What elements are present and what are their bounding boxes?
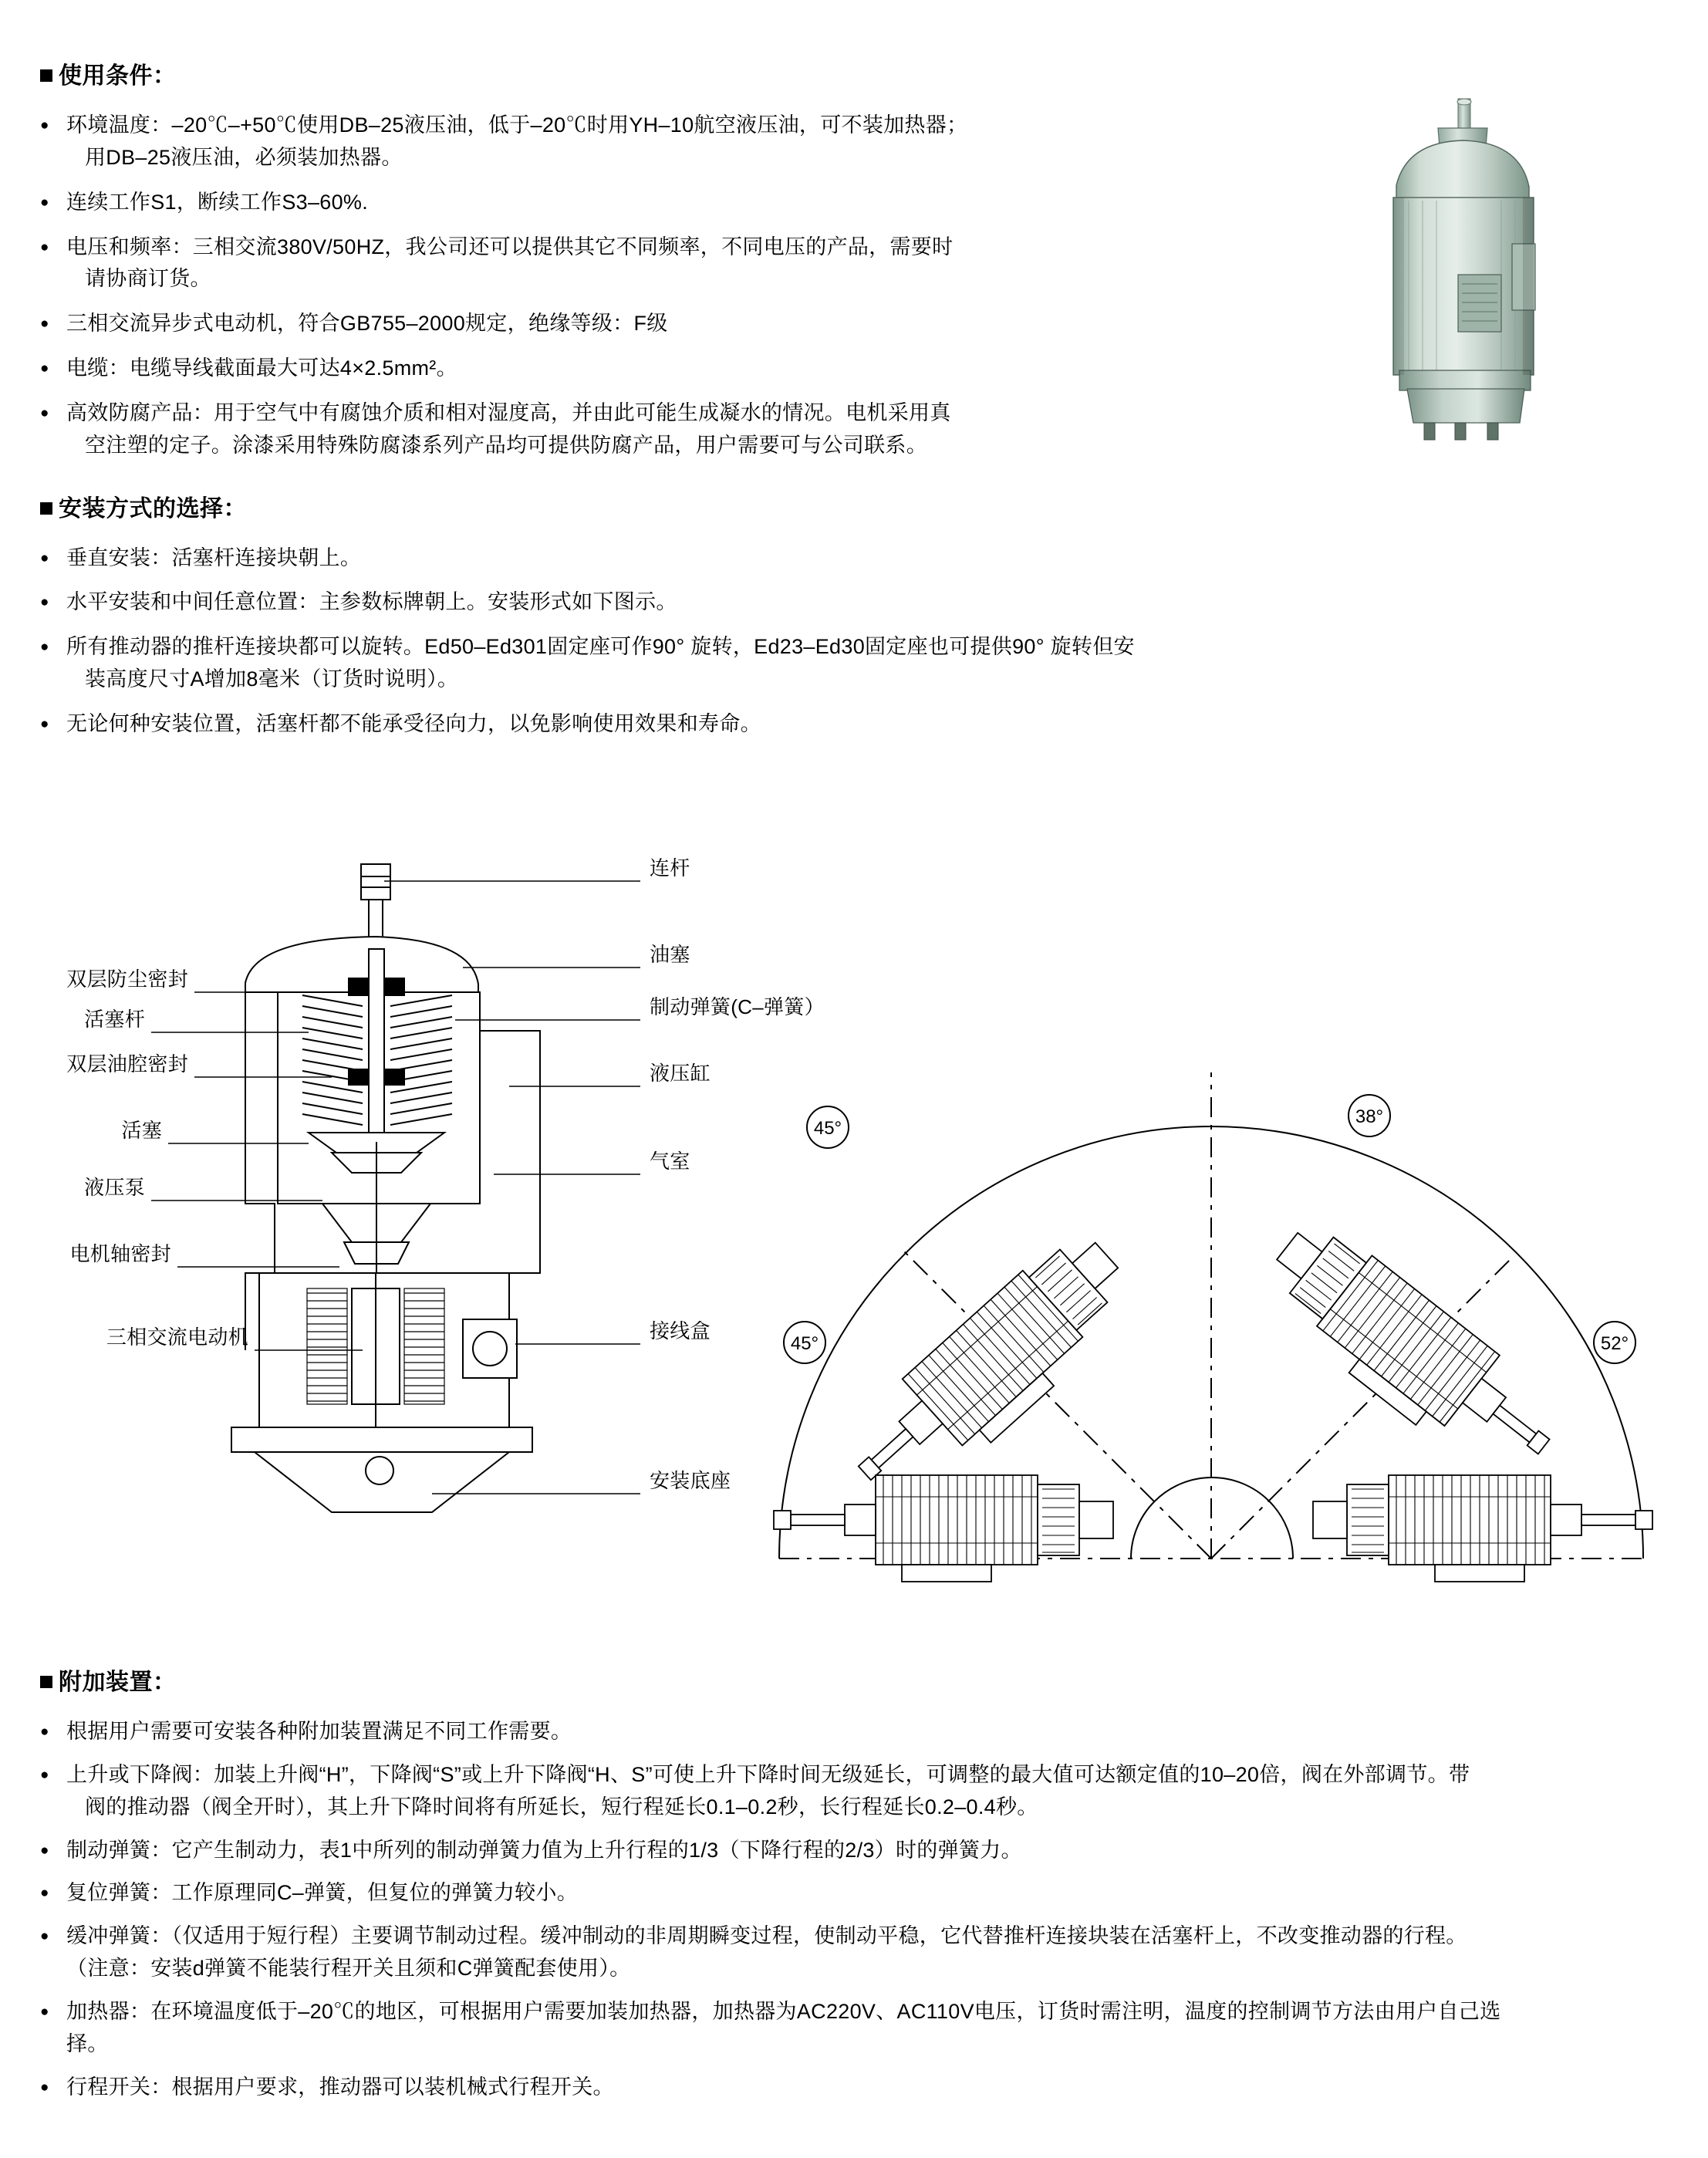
diagram-left-label: 活塞杆 [84,1008,145,1031]
usage-item: ● 环境温度：–20℃–+50℃使用DB–25液压油，低于–20℃时用YH–10航空液压油，可不装加热器； 用DB–25液压油，必须装加热器。 [40,110,1244,174]
extra-item: ● 复位弹簧：工作原理同C–弹簧，但复位的弹簧力较小。 [40,1877,1676,1910]
actuator-unit-lower-right [1313,1475,1652,1582]
install-item: ● 水平安装和中间任意位置：主参数标牌朝上。安装形式如下图示。 [40,586,1352,619]
extra-item: ● 制动弹簧：它产生制动力，表1中所列的制动弹簧力值为上升行程的1/3（下降行程的2/3）时的弹簧力。 [40,1835,1676,1867]
diagram-right-label: 液压缸 [650,1062,711,1085]
extra-item: ● 上升或下降阀：加装上升阀“H”，下降阀“S”或上升下降阀“H、S”可使上升下降时间无级延长，可调整的最大值可达额定值的10–20倍，阀在外部调节。带 阀的推动器（阀全开时），其上升下降时间将有所延长，短行程延长0.1–0.2秒，长行程延长0.2–0.4秒。 [40,1759,1676,1824]
extra-item: ● 根据用户需要可安装各种附加装置满足不同工作需要。 [40,1716,1676,1748]
usage-conditions-heading: 使用条件： [40,60,1244,93]
diagram-right-label: 油塞 [650,943,690,966]
extra-item: ● 加热器：在环境温度低于–20℃的地区，可根据用户需要加装加热器，加热器为AC220V、AC110V电压，订货时需注明，温度的控制调节方法由用户自己选 择。 [40,1996,1676,2061]
diagram-area [0,841,1708,1659]
angle-label: 38° [1355,1106,1384,1127]
diagram-left-label: 液压泵 [84,1176,145,1199]
diagram-left-label: 活塞 [121,1119,162,1142]
actuator-unit-lower-left [774,1475,1113,1582]
extra-item: ● 行程开关：根据用户要求，推动器可以装机械式行程开关。 [40,2072,1676,2104]
installation-heading: 安装方式的选择： [40,493,1352,525]
left-label-group [66,968,248,1349]
actuator-photo-illustration [1322,93,1615,447]
diagram-right-label: 制动弹簧(C–弹簧） [650,995,825,1018]
actuator-unit-upper-right [1249,1211,1571,1495]
mounting-orientation-diagram [774,1072,1652,1582]
usage-item: ● 电缆：电缆导线截面最大可达4×2.5mm²。 [40,353,1244,385]
right-label-group [650,856,825,1492]
usage-item: ● 电压和频率：三相交流380V/50HZ，我公司还可以提供其它不同频率，不同电压的产品，需要时 请协商订货。 [40,231,1244,296]
angle-label: 45° [790,1333,819,1354]
usage-item: ● 三相交流异步式电动机，符合GB755–2000规定，绝缘等级：F级 [40,308,1244,340]
diagram-left-label: 双层油腔密封 [66,1052,188,1076]
technical-diagrams [0,841,1708,1659]
extra-devices-block [40,1667,1676,2114]
diagram-right-label: 接线盒 [650,1319,711,1342]
angle-label: 52° [1600,1333,1629,1354]
product-photo [1322,93,1615,447]
square-bullet-icon [40,1676,52,1688]
diagram-left-label: 电机轴密封 [69,1242,171,1265]
usage-conditions-block [40,60,1244,462]
diagram-right-label: 气室 [650,1150,690,1173]
install-item: ● 垂直安装：活塞杆连接块朝上。 [40,542,1352,575]
diagram-left-label: 双层防尘密封 [66,968,188,991]
cross-section-drawing [231,864,540,1512]
installation-block [40,493,1352,741]
install-item: ● 无论何种安装位置，活塞杆都不能承受径向力，以免影响使用效果和寿命。 [40,708,1352,741]
usage-item: ● 连续工作S1，断续工作S3–60%. [40,187,1244,219]
actuator-unit-upper-left [835,1222,1148,1519]
diagram-left-label: 三相交流电动机 [106,1326,248,1349]
extra-item: ● 缓冲弹簧：（仅适用于短行程）主要调节制动过程。缓冲制动的非周期瞬变过程，使制动平稳，它代替推杆连接块装在活塞杆上，不改变推动器的行程。 （注意：安装d弹簧不能装行程开关且须和C弹簧配套使用）。 [40,1920,1676,1985]
diagram-right-label: 连杆 [650,856,690,880]
extra-devices-heading: 附加装置： [40,1667,1676,1699]
usage-item: ● 高效防腐产品：用于空气中有腐蚀介质和相对湿度高，并由此可能生成凝水的情况。电机采用真 空注塑的定子。涂漆采用特殊防腐漆系列产品均可提供防腐产品，用户需要可与公司联系。 [40,397,1244,462]
angle-label: 45° [813,1118,842,1139]
square-bullet-icon [40,69,52,82]
square-bullet-icon [40,502,52,515]
install-item: ● 所有推动器的推杆连接块都可以旋转。Ed50–Ed301固定座可作90° 旋转，Ed23–Ed30固定座也可提供90° 旋转但安 装高度尺寸A增加8毫米（订货时说明）。 [40,631,1352,696]
diagram-right-label: 安装底座 [650,1469,731,1492]
